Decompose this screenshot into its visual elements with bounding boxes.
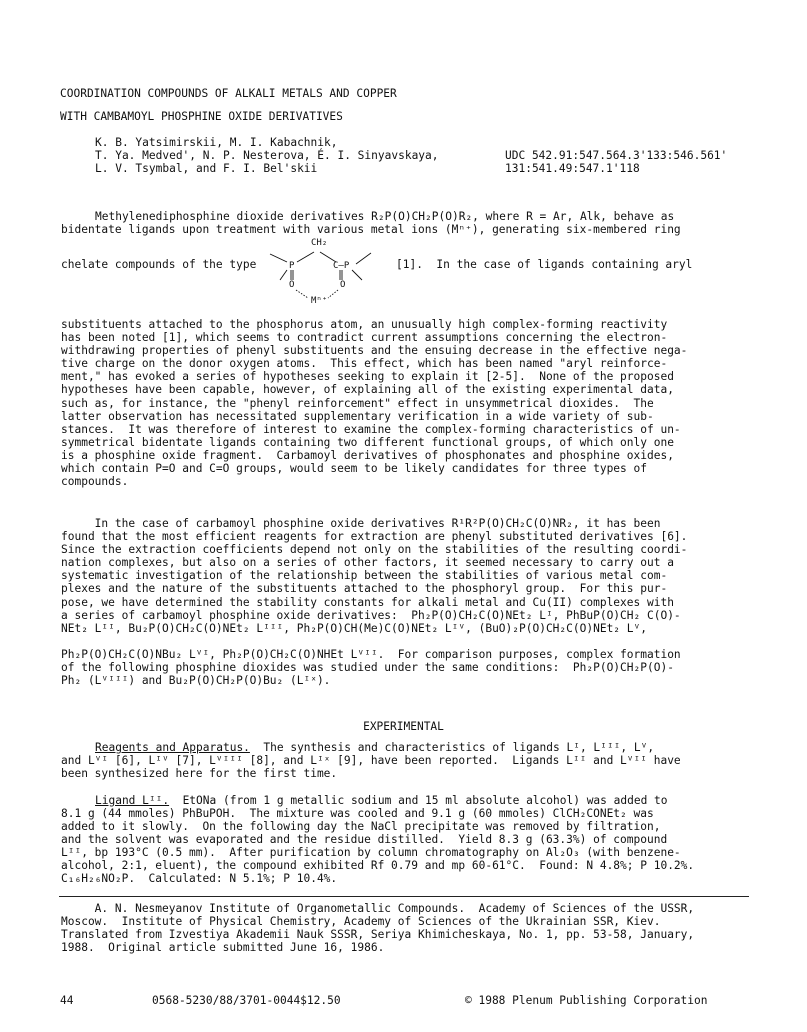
bond-line	[297, 252, 314, 262]
text-line: 8.1 g (44 mmoles) PhBuPOH. The mixture was cooled and 9.1 g (60 mmoles) ClCH₂CONEt₂ was	[61, 807, 654, 820]
text-line: such as, for instance, the "phenyl reinforcement" effect in unsymmetrical dioxides. The	[61, 396, 654, 410]
text-line: A. N. Nesmeyanov Institute of Organometallic Compounds. Academy of Sciences of the USSR,	[61, 902, 695, 915]
reagents-heading: Reagents and Apparatus.	[95, 741, 250, 754]
text-line: compounds.	[61, 475, 129, 489]
text-line: ment," has evoked a series of hypotheses seeking to explain it [2-5]. None of the proposed	[61, 370, 674, 384]
udc-line: UDC 542.91:547.564.3'133:546.561'	[505, 149, 728, 162]
article-code: 0568-5230/88/3701-0044$12.50	[152, 994, 341, 1007]
ligand-heading: Ligand Lᴵᴵ.	[95, 794, 170, 807]
text-line: withdrawing properties of phenyl substituents and the ensuing decrease in the effective nega-	[61, 344, 688, 358]
text-line: which contain P=O and C=O groups, would seem to be likely candidates for three types of	[61, 462, 647, 476]
ligand-line-1	[95, 794, 668, 807]
text-line: Since the extraction coefficients depend not only on the stabilities of the resulting coordi-	[61, 543, 688, 557]
bond-line	[356, 253, 371, 264]
article-title	[60, 82, 397, 128]
coordination-bond	[328, 290, 338, 298]
page-number: 44	[60, 994, 74, 1007]
text-line: added to it slowly. On the following day the NaCl precipitate was removed by filtration,	[61, 820, 661, 834]
author-line: L. V. Tsymbal, and F. I. Bel'skii	[95, 162, 318, 176]
text-line: hypotheses have been capable, however, of explaining all of the existing experimental data,	[61, 383, 674, 397]
text-line: 1988. Original article submitted June 16, 1986.	[61, 941, 385, 955]
text-line: latter observation has necessitated supplementary verification in a wide variety of sub-	[61, 409, 654, 423]
author-line: T. Ya. Medved', N. P. Nesterova, É. I. Sinyavskaya,	[95, 149, 439, 163]
metal-ion-label: Mⁿ⁺	[311, 296, 328, 306]
text-line: Ph₂ (Lⱽᴵᴵᴵ) and Bu₂P(O)CH₂P(O)Bu₂ (Lᴵˣ).	[61, 674, 331, 688]
title-line-1: COORDINATION COMPOUNDS OF ALKALI METALS AND COPPER	[60, 87, 397, 100]
text-line: Translated from Izvestiya Akademii Nauk SSSR, Seriya Khimicheskaya, No. 1, pp. 53-58, January,	[61, 928, 695, 942]
text-line: EtONa (from 1 g metallic sodium and 15 ml absolute alcohol) was added to	[169, 794, 668, 807]
ligand-paragraph	[61, 807, 745, 886]
text-line: has been noted [1], which seems to contradict current assumptions concerning the electron-	[61, 331, 668, 345]
text-line: is a phosphine oxide fragment. Carbamoyl derivatives of phosphonates and phosphine oxides,	[61, 448, 674, 462]
oxygen-label: O	[340, 280, 346, 290]
text-line: a series of carbamoyl phosphine oxide derivatives: Ph₂P(O)CH₂C(O)NEt₂ Lᴵ, PhBuP(O)CH₂ C(O)-	[61, 608, 681, 622]
text-line: and the solvent was evaporated and the residue distilled. Yield 8.3 g (63.3%) of compound	[61, 833, 668, 847]
bond-line	[280, 270, 287, 280]
text-line: Lᴵᴵ, bp 193°C (0.5 mm). After purification by column chromatography on Al₂O₃ (with benzene-	[61, 846, 681, 860]
text-line: alcohol, 2:1, eluent), the compound exhibited Rf 0.79 and mp 60-61°C. Found: N 4.8%; P 10.2%.	[61, 859, 695, 873]
section-heading-experimental: EXPERIMENTAL	[363, 720, 444, 733]
chelate-structure-diagram	[270, 240, 380, 304]
chelate-line-left: chelate compounds of the type	[61, 258, 257, 271]
author-list	[95, 136, 439, 175]
text-line: pose, we have determined the stability constants for alkali metal and Cu(II) complexes with	[61, 595, 674, 609]
text-line: been synthesized here for the first time.	[61, 767, 338, 780]
udc-code	[505, 149, 727, 175]
copyright-notice: © 1988 Plenum Publishing Corporation	[465, 994, 708, 1007]
text-line: symmetrical bidentate ligands containing two different functional groups, of which only one	[61, 435, 674, 449]
text-line: The synthesis and characteristics of ligands Lᴵ, Lᴵᴵᴵ, Lⱽ,	[249, 741, 655, 754]
author-line: K. B. Yatsimirskii, M. I. Kabachnik,	[95, 136, 338, 149]
bond-line	[352, 270, 362, 280]
text-line: substituents attached to the phosphorus atom, an unusually high complex-forming reactivity	[61, 318, 668, 331]
text-line: nation complexes, but also on a series of other factors, it seemed necessary to carry out a	[61, 556, 674, 570]
ch2-label: CH₂	[311, 238, 328, 248]
phosphorus-label: P	[289, 261, 295, 271]
bond-line	[270, 254, 287, 262]
title-line-2: WITH CAMBAMOYL PHOSPHINE OXIDE DERIVATIVES	[60, 110, 343, 123]
coordination-bond	[296, 290, 308, 298]
reagents-line-1	[95, 741, 654, 754]
text-line: tive charge on the donor oxygen atoms. This effect, which has been named "aryl reinforce-	[61, 357, 668, 371]
text-line: In the case of carbamoyl phosphine oxide derivatives R¹R²P(O)CH₂C(O)NR₂, it has been	[61, 517, 661, 530]
text-line: Moscow. Institute of Physical Chemistry, Academy of Sciences of the Ukrainian SSR, Kiev.	[61, 915, 661, 929]
intro-line: Methylenediphosphine dioxide derivatives R₂P(O)CH₂P(O)R₂, where R = Ar, Alk, behave as	[95, 210, 675, 223]
footnote	[61, 902, 694, 954]
intro-line: bidentate ligands upon treatment with various metal ions (Mⁿ⁺), generating six-membered ring	[61, 223, 681, 236]
text-line: NEt₂ Lᴵᴵ, Bu₂P(O)CH₂C(O)NEt₂ Lᴵᴵᴵ, Ph₂P(O)CH(Me)C(O)NEt₂ Lᴵⱽ, (BuO)₂P(O)CH₂C(O)NEt₂ Lⱽ,	[61, 621, 647, 635]
footnote-divider	[59, 896, 749, 897]
paragraph-1	[61, 318, 745, 488]
udc-line: 131:541.49:547.1'118	[505, 162, 640, 176]
text-line: Ph₂P(O)CH₂C(O)NBu₂ Lⱽᴵ, Ph₂P(O)CH₂C(O)NHEt Lⱽᴵᴵ. For comparison purposes, complex formation	[61, 647, 681, 661]
text-line: systematic investigation of the relationship between the stabilities of various metal com-	[61, 569, 668, 583]
text-line: found that the most efficient reagents for extraction are phenyl substituted derivatives [6].	[61, 530, 688, 544]
text-line: stances. It was therefore of interest to examine the complex-forming characteristics of un-	[61, 422, 681, 436]
text-line: plexes and the nature of the substituents attached to the phosphoryl group. For this pur-	[61, 582, 668, 596]
text-line: and Lⱽᴵ [6], Lᴵⱽ [7], Lⱽᴵᴵᴵ [8], and Lᴵˣ [9], have been reported. Ligands Lᴵᴵ and Lⱽᴵᴵ have	[61, 754, 681, 767]
text-line: C₁₆H₂₆NO₂P. Calculated: N 5.1%; P 10.4%.	[61, 872, 338, 886]
carbon-phosphorus-label: C—P	[333, 261, 350, 271]
text-line: of the following phosphine dioxides was studied under the same conditions: Ph₂P(O)CH₂P(O)-	[61, 661, 674, 675]
paragraph-2	[61, 517, 745, 687]
oxygen-label: O	[289, 280, 295, 290]
chelate-line-right: [1]. In the case of ligands containing aryl	[396, 258, 693, 271]
